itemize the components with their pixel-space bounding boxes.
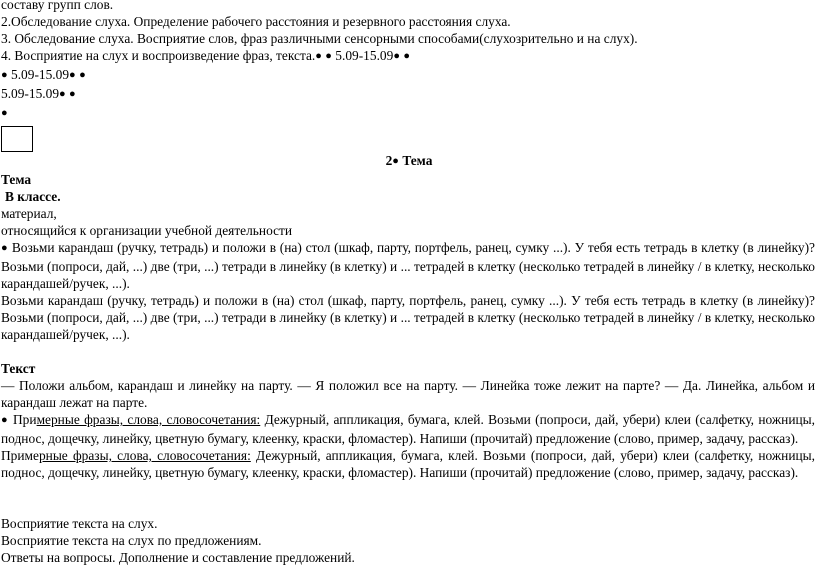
text-line (0, 104, 816, 123)
text-line (0, 66, 816, 85)
bullet-icon: ● (1, 242, 9, 254)
phrases-label: мерные фразы, слова, словосочетания: (36, 412, 261, 427)
empty-box (1, 126, 33, 152)
bullet-icon: ● (393, 50, 400, 62)
phrases-text: Дежурный, аппликация, бумага, клей. Возьми (попроси, дай, убери) клеи (салфетку, ножницы, поднос, дощечку, линейку, цветную бумагу, клеенку, краски, фломастер). Напиши (прочитай) предложение (слово, пример, задачу, рассказ). (1, 448, 815, 480)
date-range: 5.09-15.09 (11, 67, 70, 82)
bullet-icon: ● (1, 69, 8, 81)
date-range: 5.09-15.09 (335, 48, 394, 63)
date-range: 5.09-15.09 (1, 86, 60, 101)
bullet-icon: ● (69, 69, 76, 81)
line-text: 4. Восприятие на слух и воспроизведение фраз, текста. (1, 48, 316, 63)
text-paragraph: — Положи альбом, карандаш и линейку на парту. — Я положил все на парту. — Линейка тоже лежит на парте? — Да. Линейка, альбом и карандаш лежат на парте. (1, 378, 815, 410)
text-heading: Текст (1, 361, 36, 376)
spacer (0, 343, 816, 360)
text-line: 3. Обследование слуха. Восприятие слов, фраз различными сенсорными способами(слухозрительно и на слух). (1, 31, 638, 46)
related-label: относящийся к организации учебной деятельности (1, 223, 293, 238)
phrases-label: рные фразы, слова, словосочетания: (38, 448, 251, 463)
bullet-icon: ● (403, 50, 410, 62)
bullet-icon: ● (59, 88, 66, 100)
tema-label: Тема (1, 172, 32, 187)
text-line: составу групп слов. (1, 0, 114, 12)
spacer (0, 481, 816, 515)
bullet-icon: ● (325, 50, 332, 62)
bullet-icon: ● (315, 50, 322, 62)
phrases-prefix: При (13, 412, 37, 427)
bullet-icon: ● (79, 69, 86, 81)
bullet-icon: ● (69, 88, 76, 100)
bullet-icon: ● (1, 414, 9, 426)
phrases-paragraph-1 (0, 411, 816, 447)
heading-word: Тема (402, 153, 433, 168)
phrases-text: Дежурный, аппликация, бумага, клей. Возьми (попроси, дай, убери) клеи (салфетку, ножницы, поднос, дощечку, линейку, цветную бумагу, клеенку, краски, фломастер). Напиши (прочитай) предложение (слово, пример, задачу, рассказ). (1, 412, 815, 446)
section-heading (0, 152, 816, 171)
paragraph-2: Возьми карандаш (ручку, тетрадь) и положи в (на) стол (шкаф, парту, портфель, ранец, сумку ...). У тебя есть тетрадь в клетку (в линейку)? Возьми (попроси, дай, ...) две (три, ...) тетради в линейку (в клетку) и ... тетрадей в клетку (несколько тетрадей в линейку / в клетку, несколько карандашей/ручек, ...). (1, 293, 815, 342)
phrases-paragraph-2 (0, 447, 816, 481)
text-line (0, 85, 816, 104)
text-line: Восприятие текста на слух. (1, 516, 158, 531)
bullet-icon: ● (392, 155, 399, 167)
phrases-prefix: Приме (1, 448, 39, 463)
material-label: материал, (1, 206, 57, 221)
paragraph-1 (0, 239, 816, 292)
text-line: 2.Обследование слуха. Определение рабочего расстояния и резервного расстояния слуха. (1, 14, 511, 29)
text-line (0, 47, 816, 66)
paragraph-text: Возьми карандаш (ручку, тетрадь) и положи в (на) стол (шкаф, парту, портфель, ранец, сумку ...). У тебя есть тетрадь в клетку (в линейку)? Возьми (попроси, дай, ...) две (три, ...) тетради в линейку (в клетку) и ... тетрадей в клетку (несколько тетрадей в линейку / в клетку, несколько карандашей/ручек, ...). (1, 240, 815, 291)
in-class-label: В классе. (5, 189, 61, 204)
bullet-icon: ● (1, 107, 8, 119)
heading-number: 2 (385, 153, 393, 168)
text-line: Ответы на вопросы. Дополнение и составление предложений. (1, 550, 355, 565)
text-line: Восприятие текста на слух по предложениям. (1, 533, 262, 548)
